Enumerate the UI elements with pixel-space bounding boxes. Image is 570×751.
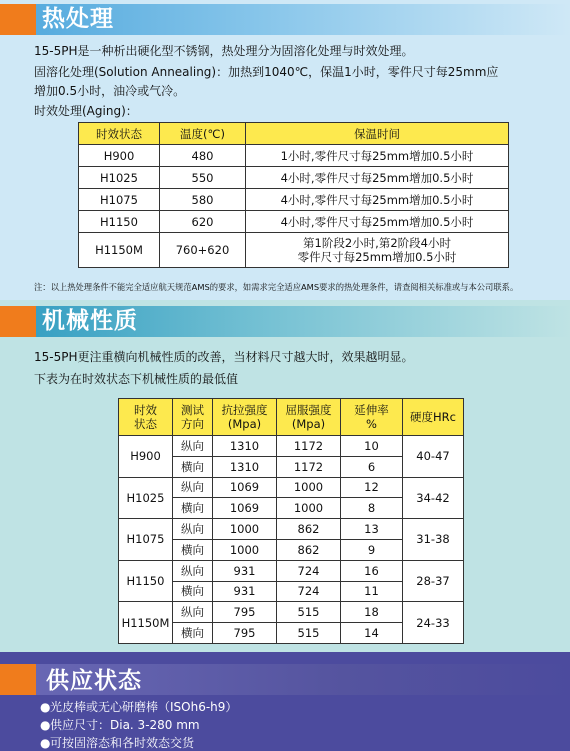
section-title: 供应状态 <box>46 668 142 694</box>
table-cell: 纵向 <box>173 519 213 540</box>
table-cell: 931 <box>213 581 277 602</box>
table-cell: 1069 <box>213 477 277 498</box>
table-cell: H1075 <box>79 189 160 211</box>
table-cell: 515 <box>277 602 341 623</box>
header-cell <box>277 399 341 436</box>
header-cell <box>341 399 403 436</box>
header-cell <box>119 399 173 436</box>
list-item <box>40 716 200 733</box>
table-caption: 下表为在时效状态下机械性质的最低值 <box>34 372 239 386</box>
table-cell: 862 <box>277 519 341 540</box>
header-cell: 温度(℃) <box>160 123 246 145</box>
section-title: 热处理 <box>42 6 114 32</box>
table-header-row <box>79 123 509 145</box>
table-cell: 795 <box>213 623 277 644</box>
table-row <box>79 189 509 211</box>
state-cell: H1075 <box>119 519 173 561</box>
table-row <box>79 167 509 189</box>
table-cell: 760+620 <box>160 233 246 268</box>
list-item <box>40 698 237 715</box>
aging-label: 时效处理(Aging)： <box>34 104 138 118</box>
table-cell: 724 <box>277 581 341 602</box>
solution-text-1: 固溶化处理(Solution Annealing)：加热到1040℃，保温1小时，零件尺寸每25mm应 <box>34 65 499 79</box>
table-cell: 4小时,零件尺寸每25mm增加0.5小时 <box>246 211 509 233</box>
table-cell <box>246 233 509 268</box>
header-text: 抗拉强度 (Mpa) <box>221 403 268 431</box>
header-cell <box>213 399 277 436</box>
table-cell: 16 <box>341 560 403 581</box>
table-cell: 横向 <box>173 498 213 519</box>
table-cell: 11 <box>341 581 403 602</box>
table-cell: 14 <box>341 623 403 644</box>
list-item-text: 可按固溶态和各时效态交货 <box>50 736 195 750</box>
header-cell: 时效状态 <box>79 123 160 145</box>
table-cell: 1000 <box>213 539 277 560</box>
state-cell: H1025 <box>119 477 173 519</box>
table-cell: H1150 <box>79 211 160 233</box>
table-cell: 1069 <box>213 498 277 519</box>
table-cell: 横向 <box>173 456 213 477</box>
table-cell: 横向 <box>173 581 213 602</box>
cell-line: 零件尺寸每25mm增加0.5小时 <box>297 250 457 264</box>
header-text: 屈服强度 (Mpa) <box>285 403 332 431</box>
section-title: 机械性质 <box>42 308 138 334</box>
header-accent <box>0 4 36 35</box>
table-row <box>79 211 509 233</box>
hardness-cell: 31-38 <box>403 519 464 561</box>
state-cell: H1150M <box>119 602 173 644</box>
table-cell: 1172 <box>277 456 341 477</box>
table-header-row <box>119 399 464 436</box>
table-cell: 550 <box>160 167 246 189</box>
bullet-icon: ● <box>40 700 51 714</box>
header-text: 测试 方向 <box>181 403 204 431</box>
table-cell: 纵向 <box>173 436 213 457</box>
table-cell: 480 <box>160 145 246 167</box>
intro-text: 15-5PH更注重横向机械性质的改善，当材料尺寸越大时，效果越明显。 <box>34 350 414 364</box>
table-cell: 515 <box>277 623 341 644</box>
header-cell <box>173 399 213 436</box>
header-accent <box>0 664 36 695</box>
table-cell: 横向 <box>173 623 213 644</box>
table-cell: 12 <box>341 477 403 498</box>
table-row <box>119 602 464 623</box>
table-cell: 1310 <box>213 436 277 457</box>
heat-treatment-table <box>78 122 509 268</box>
footnote: 注：以上热处理条件不能完全适应航天规范AMS的要求，如需求完全适应AMS要求的热处理条件，请查阅相关标准或与本公司联系。 <box>34 282 519 292</box>
state-cell: H900 <box>119 436 173 478</box>
table-row <box>119 436 464 457</box>
table-cell: 1小时,零件尺寸每25mm增加0.5小时 <box>246 145 509 167</box>
solution-text-2: 增加0.5小时，油冷或气冷。 <box>34 84 186 98</box>
list-item-text: 光皮棒或无心研磨棒（ISOh6-h9） <box>50 700 238 714</box>
header-accent <box>0 306 36 337</box>
intro-text: 15-5PH是一种析出硬化型不锈钢，热处理分为固溶化处理与时效处理。 <box>34 44 414 58</box>
table-cell: 1000 <box>213 519 277 540</box>
table-cell: 4小时,零件尺寸每25mm增加0.5小时 <box>246 189 509 211</box>
table-cell: 纵向 <box>173 602 213 623</box>
header-text: 延伸率 % <box>354 403 389 431</box>
table-cell: 18 <box>341 602 403 623</box>
header-cell: 保温时间 <box>246 123 509 145</box>
table-cell: 1000 <box>277 498 341 519</box>
bullet-icon: ● <box>40 736 51 750</box>
table-cell: 795 <box>213 602 277 623</box>
table-cell: 6 <box>341 456 403 477</box>
hardness-cell: 24-33 <box>403 602 464 644</box>
section-header <box>0 4 570 35</box>
section-header <box>0 306 570 337</box>
table-cell: 1310 <box>213 456 277 477</box>
table-cell: 9 <box>341 539 403 560</box>
bullet-icon: ● <box>40 718 51 732</box>
table-cell: 8 <box>341 498 403 519</box>
hardness-cell: 40-47 <box>403 436 464 478</box>
table-cell: 纵向 <box>173 477 213 498</box>
table-cell: H1025 <box>79 167 160 189</box>
table-cell: 4小时,零件尺寸每25mm增加0.5小时 <box>246 167 509 189</box>
table-cell: 724 <box>277 560 341 581</box>
table-cell: 931 <box>213 560 277 581</box>
table-cell: 620 <box>160 211 246 233</box>
table-cell: 580 <box>160 189 246 211</box>
heat-treatment-section <box>0 0 570 300</box>
table-cell: H1150M <box>79 233 160 268</box>
table-cell: 纵向 <box>173 560 213 581</box>
mechanical-table-body <box>119 436 464 644</box>
table-cell: 1000 <box>277 477 341 498</box>
cell-line: 第1阶段2小时,第2阶段4小时 <box>303 236 451 250</box>
mechanical-table <box>118 398 464 644</box>
header-text: 硬度HRc <box>410 410 456 424</box>
supply-section <box>0 652 570 751</box>
table-cell: H900 <box>79 145 160 167</box>
hardness-cell: 28-37 <box>403 560 464 602</box>
table-cell: 10 <box>341 436 403 457</box>
table-row <box>79 145 509 167</box>
table-cell: 862 <box>277 539 341 560</box>
header-cell <box>403 399 464 436</box>
table-row <box>119 560 464 581</box>
header-text: 时效 状态 <box>134 403 157 431</box>
section-header <box>0 664 570 695</box>
hardness-cell: 34-42 <box>403 477 464 519</box>
list-item <box>40 734 194 751</box>
table-row <box>119 477 464 498</box>
table-cell: 横向 <box>173 539 213 560</box>
table-row <box>119 519 464 540</box>
table-row <box>79 233 509 268</box>
list-item-text: 供应尺寸：Dia. 3-280 mm <box>50 718 200 732</box>
state-cell: H1150 <box>119 560 173 602</box>
table-cell: 1172 <box>277 436 341 457</box>
table-cell: 13 <box>341 519 403 540</box>
